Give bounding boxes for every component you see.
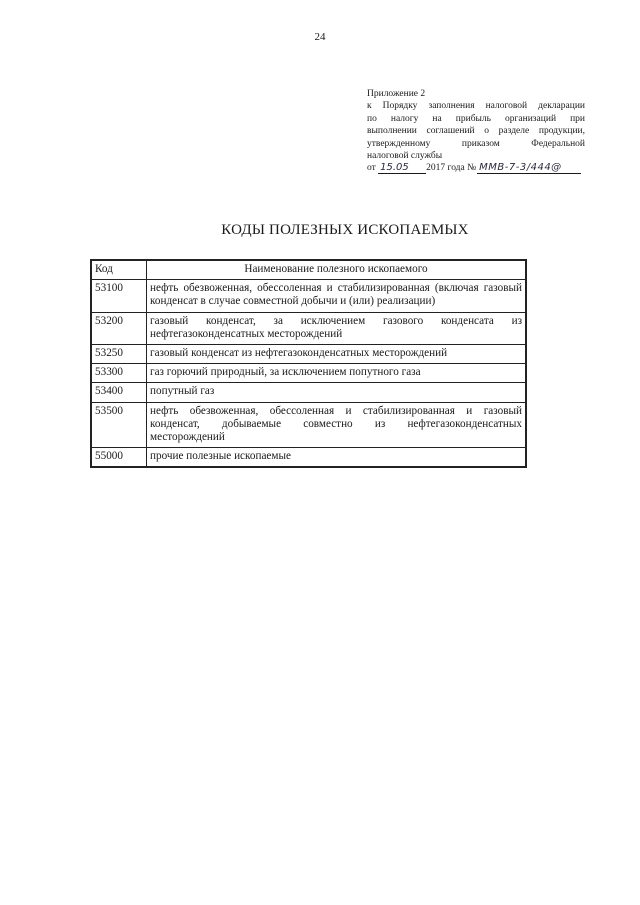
table-row [91,312,526,344]
table-row [91,280,526,312]
table-row [91,345,526,364]
name-cell: попутный газ [147,383,527,402]
appendix-line: выполнении соглашений о разделе продукции, [367,126,585,137]
name-cell: нефть обезвоженная, обессоленная и стабилизированная (включая газовый конденсат в случае совместной добычи и (или) реализации) [147,280,527,312]
appendix-line: утвержденному приказом Федеральной [367,138,585,149]
code-cell: 53250 [91,345,147,364]
handwritten-order-number: ММВ-7-3/444@ [477,162,581,174]
header-code: Код [91,260,147,280]
appendix-block [367,88,585,175]
name-cell: газ горючий природный, за исключением попутного газа [147,364,527,383]
appendix-line: налоговой службы [367,151,443,162]
code-cell: 53300 [91,364,147,383]
code-cell: 53100 [91,280,147,312]
header-name: Наименование полезного ископаемого [147,260,527,280]
appendix-line: к Порядку заполнения налоговой декларации [367,101,585,112]
page-number: 24 [314,31,326,43]
table-row [91,402,526,448]
code-cell: 53200 [91,312,147,344]
year-text: 2017 года № [426,163,477,174]
document-title: КОДЫ ПОЛЕЗНЫХ ИСКОПАЕМЫХ [221,222,469,238]
appendix-line: по налогу на прибыль организаций при [367,113,585,124]
table-row [91,448,526,468]
code-cell: 53400 [91,383,147,402]
date-prefix: от [367,163,376,174]
name-cell: газовый конденсат, за исключением газового конденсата из нефтегазоконденсатных месторождений [147,312,527,344]
table-row [91,364,526,383]
code-cell: 53500 [91,402,147,448]
name-cell: нефть обезвоженная, обессоленная и стабилизированная и газовый конденсат, добываемые совместно из нефтегазоконденсатных месторождений [147,402,527,448]
table-row [91,383,526,402]
name-cell: газовый конденсат из нефтегазоконденсатных месторождений [147,345,527,364]
name-cell: прочие полезные ископаемые [147,448,527,468]
code-cell: 55000 [91,448,147,468]
minerals-codes-table [90,259,527,468]
appendix-title: Приложение 2 [367,89,426,99]
table-header-row [91,260,526,280]
handwritten-date: 15.05 [378,162,426,174]
order-date-line [367,162,585,174]
